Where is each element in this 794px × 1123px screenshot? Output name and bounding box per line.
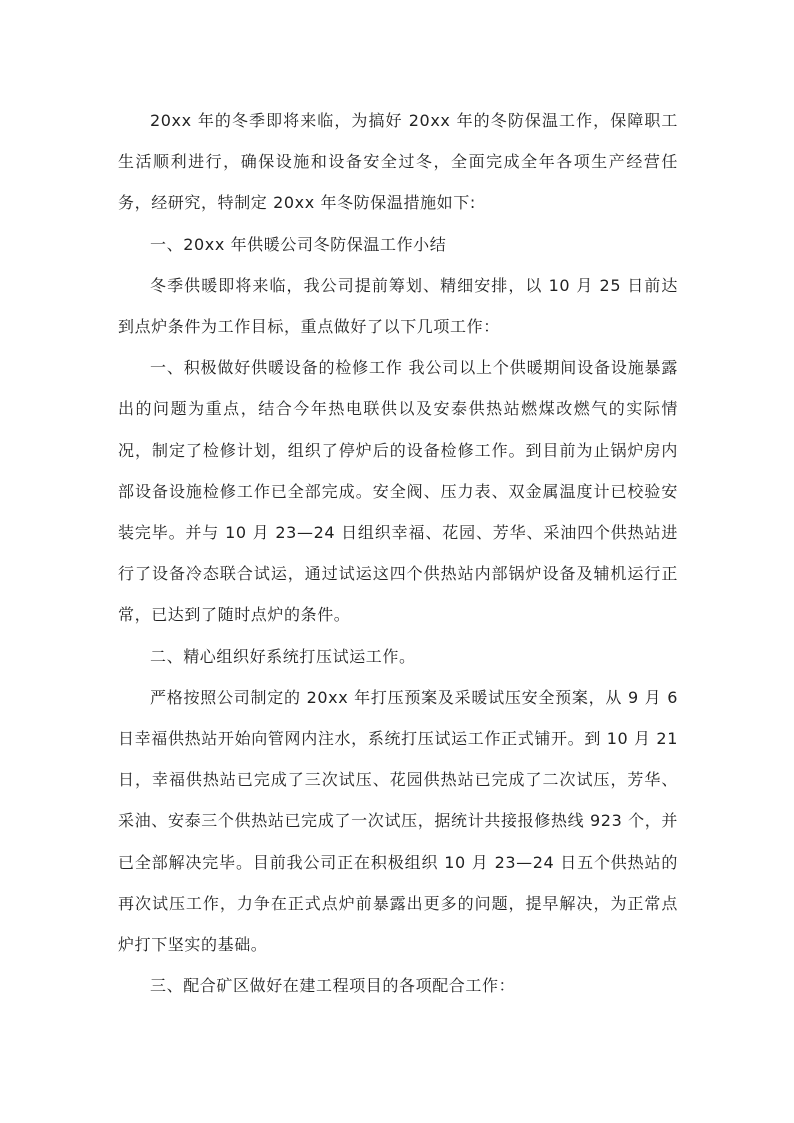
section-heading-pressure-test: 二、精心组织好系统打压试运工作。	[150, 646, 416, 666]
document-body	[118, 100, 678, 1006]
summary-paragraph: 冬季供暖即将来临，我公司提前筹划、精细安排，以 10 月 25 日前达到点炉条件为工作目标，重点做好了以下几项工作：	[118, 275, 678, 337]
section-heading-summary: 一、20xx 年供暖公司冬防保温工作小结	[150, 234, 447, 254]
intro-paragraph: 20xx 年的冬季即将来临，为搞好 20xx 年的冬防保温工作，保障职工生活顺利进行，确保设施和设备安全过冬，全面完成全年各项生产经营任务，经研究，特制定 20xx 年冬防保温措施如下:	[118, 111, 678, 213]
section-heading-cooperation: 三、配合矿区做好在建工程项目的各项配合工作：	[150, 976, 516, 996]
pressure-test-paragraph: 严格按照公司制定的 20xx 年打压预案及采暖试压安全预案，从 9 月 6 日幸福供热站开始向管网内注水，系统打压试运工作正式铺开。到 10 月 21 日，幸福供热站已完成了三次试压、花园供热站已完成了二次试压，芳华、采油、安泰三个供热站已完成了一次试压，据统计共接报修热线 923 个，并已全部解决完毕。目前我公司正在积极组织 10 月 23—24 日五个供热站的再次试压工作，力争在正式点炉前暴露出更多的问题，提早解决，为正常点炉打下坚实的基础。	[118, 687, 678, 955]
equipment-maintenance-paragraph: 一、积极做好供暖设备的检修工作 我公司以上个供暖期间设备设施暴露出的问题为重点，结合今年热电联供以及安泰供热站燃煤改燃气的实际情况，制定了检修计划，组织了停炉后的设备检修工作。到目前为止锅炉房内部设备设施检修工作已全部完成。安全阀、压力表、双金属温度计已校验安装完毕。并与 10 月 23—24 日组织幸福、花园、芳华、采油四个供热站进行了设备冷态联合试运，通过试运这四个供热站内部锅炉设备及辅机运行正常，已达到了随时点炉的条件。	[118, 358, 678, 625]
